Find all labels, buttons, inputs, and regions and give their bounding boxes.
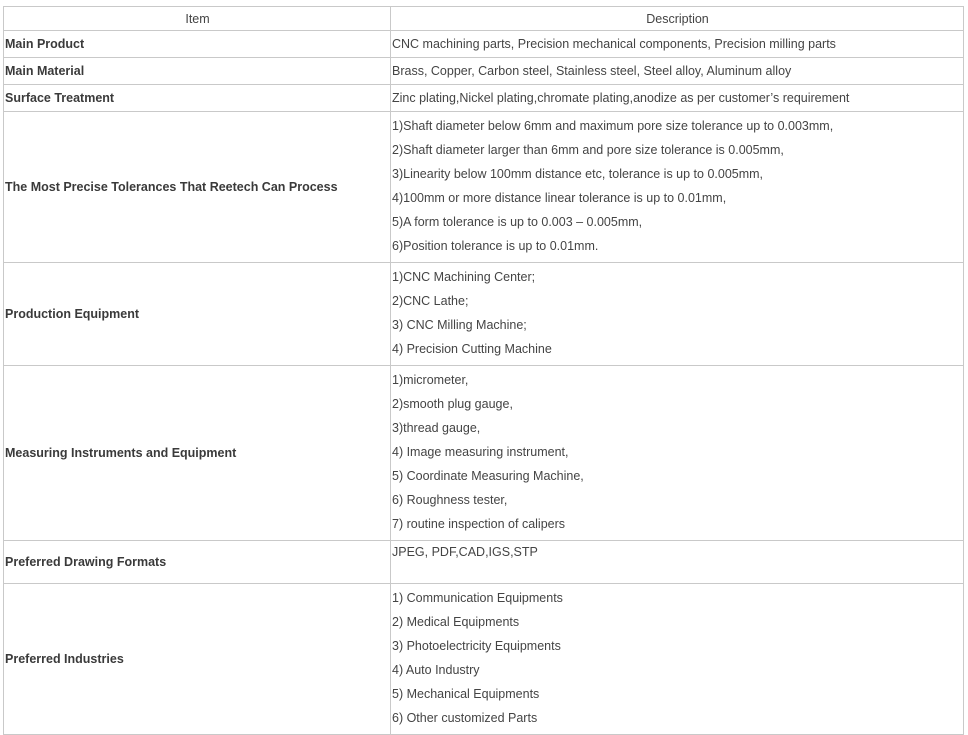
description-line: 2)Shaft diameter larger than 6mm and pore size tolerance is 0.005mm,	[392, 143, 784, 157]
description-line: 3) CNC Milling Machine;	[392, 318, 527, 332]
description-production-equipment	[391, 263, 964, 366]
description-line: 4)100mm or more distance linear tolerance is up to 0.01mm,	[392, 191, 727, 205]
description-line: 3)thread gauge,	[392, 421, 481, 435]
item-surface-treatment: Surface Treatment	[4, 85, 391, 112]
description-line: 2)smooth plug gauge,	[392, 397, 513, 411]
description-line: 1) Communication Equipments	[392, 591, 563, 605]
description-line: Brass, Copper, Carbon steel, Stainless steel, Steel alloy, Aluminum alloy	[392, 64, 792, 78]
description-line: 1)micrometer,	[392, 373, 469, 387]
header-description: Description	[391, 7, 964, 31]
table-row-main-material	[4, 58, 964, 85]
description-line: 5)A form tolerance is up to 0.003 – 0.005mm,	[392, 215, 643, 229]
description-line: 5) Coordinate Measuring Machine,	[392, 469, 584, 483]
description-line: 4) Precision Cutting Machine	[392, 342, 552, 356]
description-line: 1)CNC Machining Center;	[392, 270, 536, 284]
description-line: 6)Position tolerance is up to 0.01mm.	[392, 239, 599, 253]
table-row-surface-treatment	[4, 85, 964, 112]
description-line: 5) Mechanical Equipments	[392, 687, 540, 701]
table-row-measuring-instruments	[4, 366, 964, 541]
description-tolerances	[391, 112, 964, 263]
header-item: Item	[4, 7, 391, 31]
description-line: 6) Other customized Parts	[392, 711, 538, 725]
description-line: CNC machining parts, Precision mechanical components, Precision milling parts	[392, 37, 836, 51]
item-preferred-industries: Preferred Industries	[4, 584, 391, 735]
table-row-preferred-industries	[4, 584, 964, 735]
description-line: 7) routine inspection of calipers	[392, 517, 566, 531]
description-drawing-formats	[391, 541, 964, 584]
description-line: Zinc plating,Nickel plating,chromate plating,anodize as per customer’s requirement	[392, 91, 850, 105]
item-production-equipment: Production Equipment	[4, 263, 391, 366]
description-line: 6) Roughness tester,	[392, 493, 508, 507]
table-row-production-equipment	[4, 263, 964, 366]
description-line: 2) Medical Equipments	[392, 615, 520, 629]
table-row-drawing-formats	[4, 541, 964, 584]
table-row-tolerances	[4, 112, 964, 263]
table-row-main-product	[4, 31, 964, 58]
spec-table	[3, 6, 964, 735]
description-surface-treatment	[391, 85, 964, 112]
description-main-product	[391, 31, 964, 58]
description-preferred-industries	[391, 584, 964, 735]
description-line: 3) Photoelectricity Equipments	[392, 639, 561, 653]
description-line: 4) Image measuring instrument,	[392, 445, 569, 459]
description-line: 3)Linearity below 100mm distance etc, tolerance is up to 0.005mm,	[392, 167, 764, 181]
item-measuring-instruments: Measuring Instruments and Equipment	[4, 366, 391, 541]
description-line: 1)Shaft diameter below 6mm and maximum pore size tolerance up to 0.003mm,	[392, 119, 834, 133]
description-line: JPEG, PDF,CAD,IGS,STP	[392, 545, 538, 559]
item-main-product: Main Product	[4, 31, 391, 58]
item-tolerances: The Most Precise Tolerances That Reetech Can Process	[4, 112, 391, 263]
header-row	[4, 7, 964, 31]
item-drawing-formats: Preferred Drawing Formats	[4, 541, 391, 584]
description-line: 2)CNC Lathe;	[392, 294, 469, 308]
item-main-material: Main Material	[4, 58, 391, 85]
description-main-material	[391, 58, 964, 85]
description-measuring-instruments	[391, 366, 964, 541]
description-line: 4) Auto Industry	[392, 663, 480, 677]
